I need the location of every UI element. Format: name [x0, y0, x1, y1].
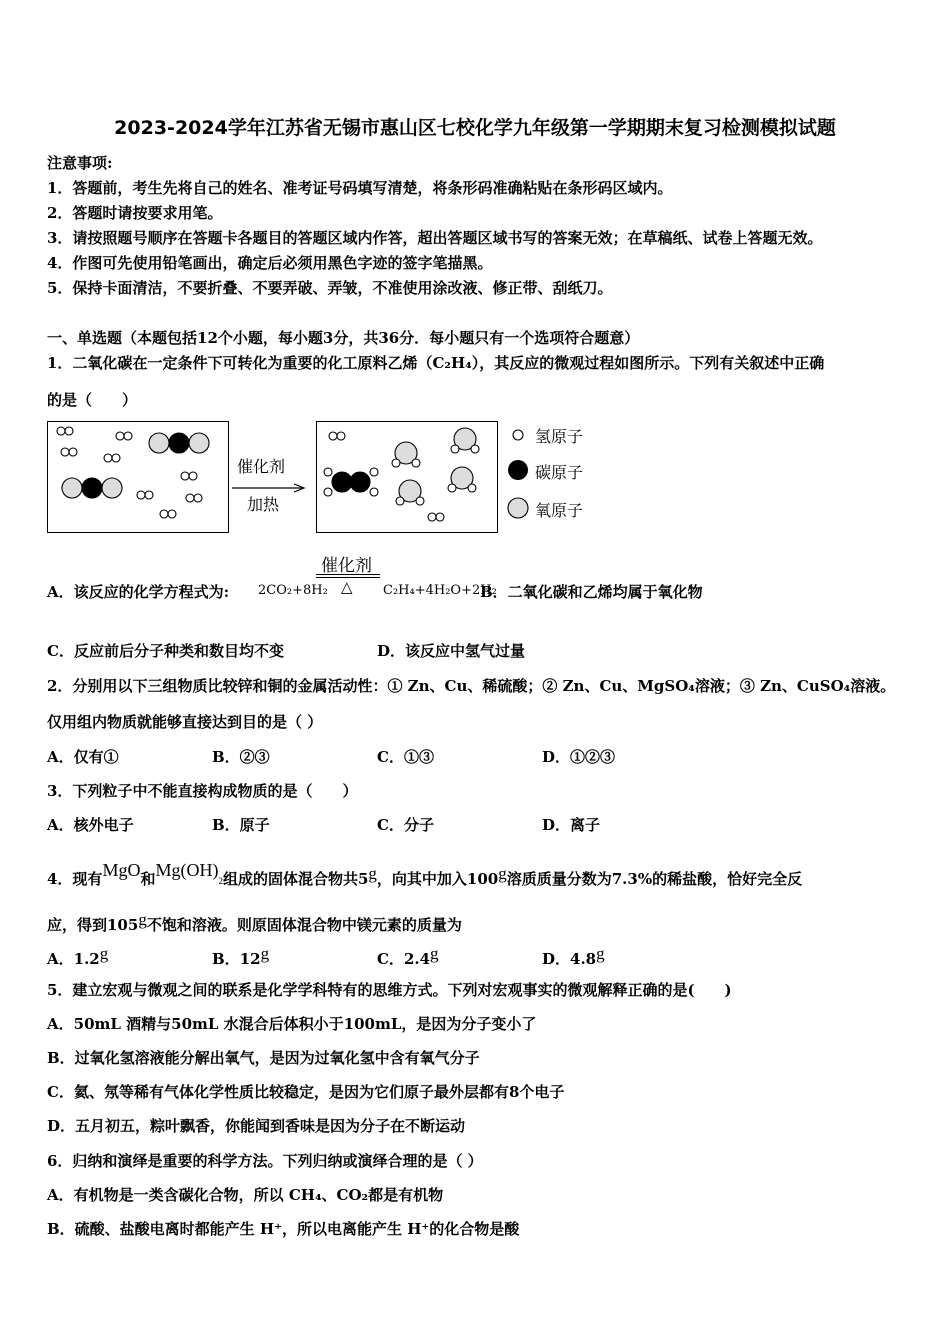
q4-and: 和: [140, 870, 156, 888]
q3-stem: 3．下列粒子中不能直接构成物质的是（ ）: [47, 782, 358, 800]
q3-option-b: B．原子: [212, 816, 270, 834]
notice-heading: 注意事项:: [47, 154, 113, 172]
q5-stem: 5．建立宏观与微观之间的联系是化学学科特有的思维方式。下列对宏观事实的微观解释正确的是( ): [47, 981, 732, 999]
q4-unit-g2: g: [498, 864, 507, 883]
arrow-bottom-label: 加热: [247, 495, 280, 514]
q1-option-a-left: 2CO₂+8H₂: [258, 583, 328, 598]
q4-line2: [47, 910, 462, 935]
q4-text-4: 溶质质量分数为7.3%的稀盐酸，恰好完全反: [506, 870, 803, 888]
q5-option-a: A．50mL 酒精与50mL 水混合后体积小于100mL，是因为分子变小了: [47, 1015, 537, 1033]
q4-text-5: 应，得到105: [47, 916, 139, 934]
reactants-molecules: [48, 422, 228, 532]
eq-line-upper: [316, 574, 380, 575]
products-box: [316, 421, 498, 533]
q4-unit-g1: g: [368, 864, 377, 883]
q5-option-d: D．五月初五，粽叶飘香，你能闻到香味是因为分子在不断运动: [47, 1117, 466, 1135]
q2-option-b: B．②③: [212, 748, 270, 766]
q1-option-c: C．反应前后分子种类和数目均不变: [47, 642, 284, 660]
products-molecules: [317, 422, 497, 532]
eq-catalyst-label: 催化剂: [321, 556, 372, 576]
page-title: 2023-2024学年江苏省无锡市惠山区七校化学九年级第一学期期末复习检测模拟试题: [114, 117, 836, 139]
q2-line1: 2．分别用以下三组物质比较锌和铜的金属活动性：① Zn、Cu、稀硫酸；② Zn、Cu、MgSO₄溶液；③ Zn、CuSO₄溶液。: [47, 677, 896, 695]
q3-option-d: D．离子: [542, 816, 601, 834]
reactants-box: [47, 421, 229, 533]
q6-option-a: A．有机物是一类含碳化合物，所以 CH₄、CO₂都是有机物: [47, 1186, 444, 1204]
arrow-top-label: 催化剂: [237, 457, 286, 476]
legend-carbon: 碳原子: [535, 463, 584, 482]
q1-stem-line2: 的是（ ）: [47, 391, 138, 409]
q5-option-b: B．过氧化氢溶液能分解出氧气，是因为过氧化氢中含有氧气分子: [47, 1049, 480, 1067]
q1-option-d: D．该反应中氢气过量: [377, 642, 526, 660]
carbon-atom-icon: [508, 460, 528, 480]
section-heading: 一、单选题（本题包括12个小题，每小题3分，共36分．每小题只有一个选项符合题意）: [47, 329, 640, 347]
q4-option-d: D．4.8g: [542, 944, 605, 968]
q4-text-1: 4．现有: [47, 870, 103, 888]
q4-option-c: C．2.4g: [377, 944, 439, 968]
q4-unit-g3: g: [138, 910, 147, 929]
q1-option-a-right: C₂H₄+4H₂O+2H₂: [383, 583, 497, 598]
q2-line2: 仅用组内物质就能够直接达到目的是（ ）: [47, 713, 323, 731]
notice-item-4: 4．作图可先使用铅笔画出，确定后必须用黑色字迹的签字笔描黑。: [47, 254, 493, 272]
q1-stem-line1: 1．二氧化碳在一定条件下可转化为重要的化工原料乙烯（C₂H₄），其反应的微观过程如图所示。下列有关叙述中正确: [47, 354, 825, 372]
q3-option-a: A．核外电子: [47, 816, 134, 834]
q4-text-6: 不饱和溶液。则原固体混合物中镁元素的质量为: [146, 916, 462, 934]
oxygen-atom-icon: [508, 498, 528, 518]
q4-mgoh: Mg(OH): [155, 860, 219, 880]
q3-option-c: C．分子: [377, 816, 434, 834]
q1-option-b: B．二氧化碳和乙烯均属于氧化物: [480, 583, 703, 601]
notice-item-3: 3．请按照题号顺序在答题卡各题目的答题区域内作答，超出答题区域书写的答案无效；在草稿纸、试卷上答题无效。: [47, 229, 823, 247]
q6-stem: 6．归纳和演绎是重要的科学方法。下列归纳或演绎合理的是（ ）: [47, 1152, 483, 1170]
q4-option-b: B．12g: [212, 944, 270, 968]
notice-item-2: 2．答题时请按要求用笔。: [47, 204, 223, 222]
q2-option-a: A．仅有①: [47, 748, 119, 766]
legend-oxygen: 氧原子: [535, 501, 584, 520]
notice-item-1: 1．答题前，考生先将自己的姓名、准考证号码填写清楚，将条形码准确粘贴在条形码区域内。: [47, 179, 673, 197]
notice-item-5: 5．保持卡面清洁，不要折叠、不要弄破、弄皱，不准使用涂改液、修正带、刮纸刀。: [47, 279, 613, 297]
q2-option-d: D．①②③: [542, 748, 616, 766]
hydrogen-atom-icon: [513, 430, 523, 440]
q4-line1: [47, 860, 802, 889]
q1-option-a-label: A．该反应的化学方程式为:: [47, 583, 230, 601]
q2-option-c: C．①③: [377, 748, 434, 766]
q4-text-2: 组成的固体混合物共5: [222, 870, 369, 888]
q4-sub2: 2: [218, 876, 223, 886]
legend-icons: [507, 424, 531, 524]
legend-hydrogen: 氢原子: [535, 427, 584, 446]
q4-mgo: MgO: [102, 860, 141, 880]
eq-heat-symbol: △: [341, 578, 353, 596]
q6-option-b: B．硫酸、盐酸电离时都能产生 H⁺，所以电离能产生 H⁺的化合物是酸: [47, 1220, 520, 1238]
q4-text-3: ，向其中加入100: [376, 870, 499, 888]
q4-option-a: A．1.2g: [47, 944, 109, 968]
q5-option-c: C．氦、氖等稀有气体化学性质比较稳定，是因为它们原子最外层都有8个电子: [47, 1083, 565, 1101]
